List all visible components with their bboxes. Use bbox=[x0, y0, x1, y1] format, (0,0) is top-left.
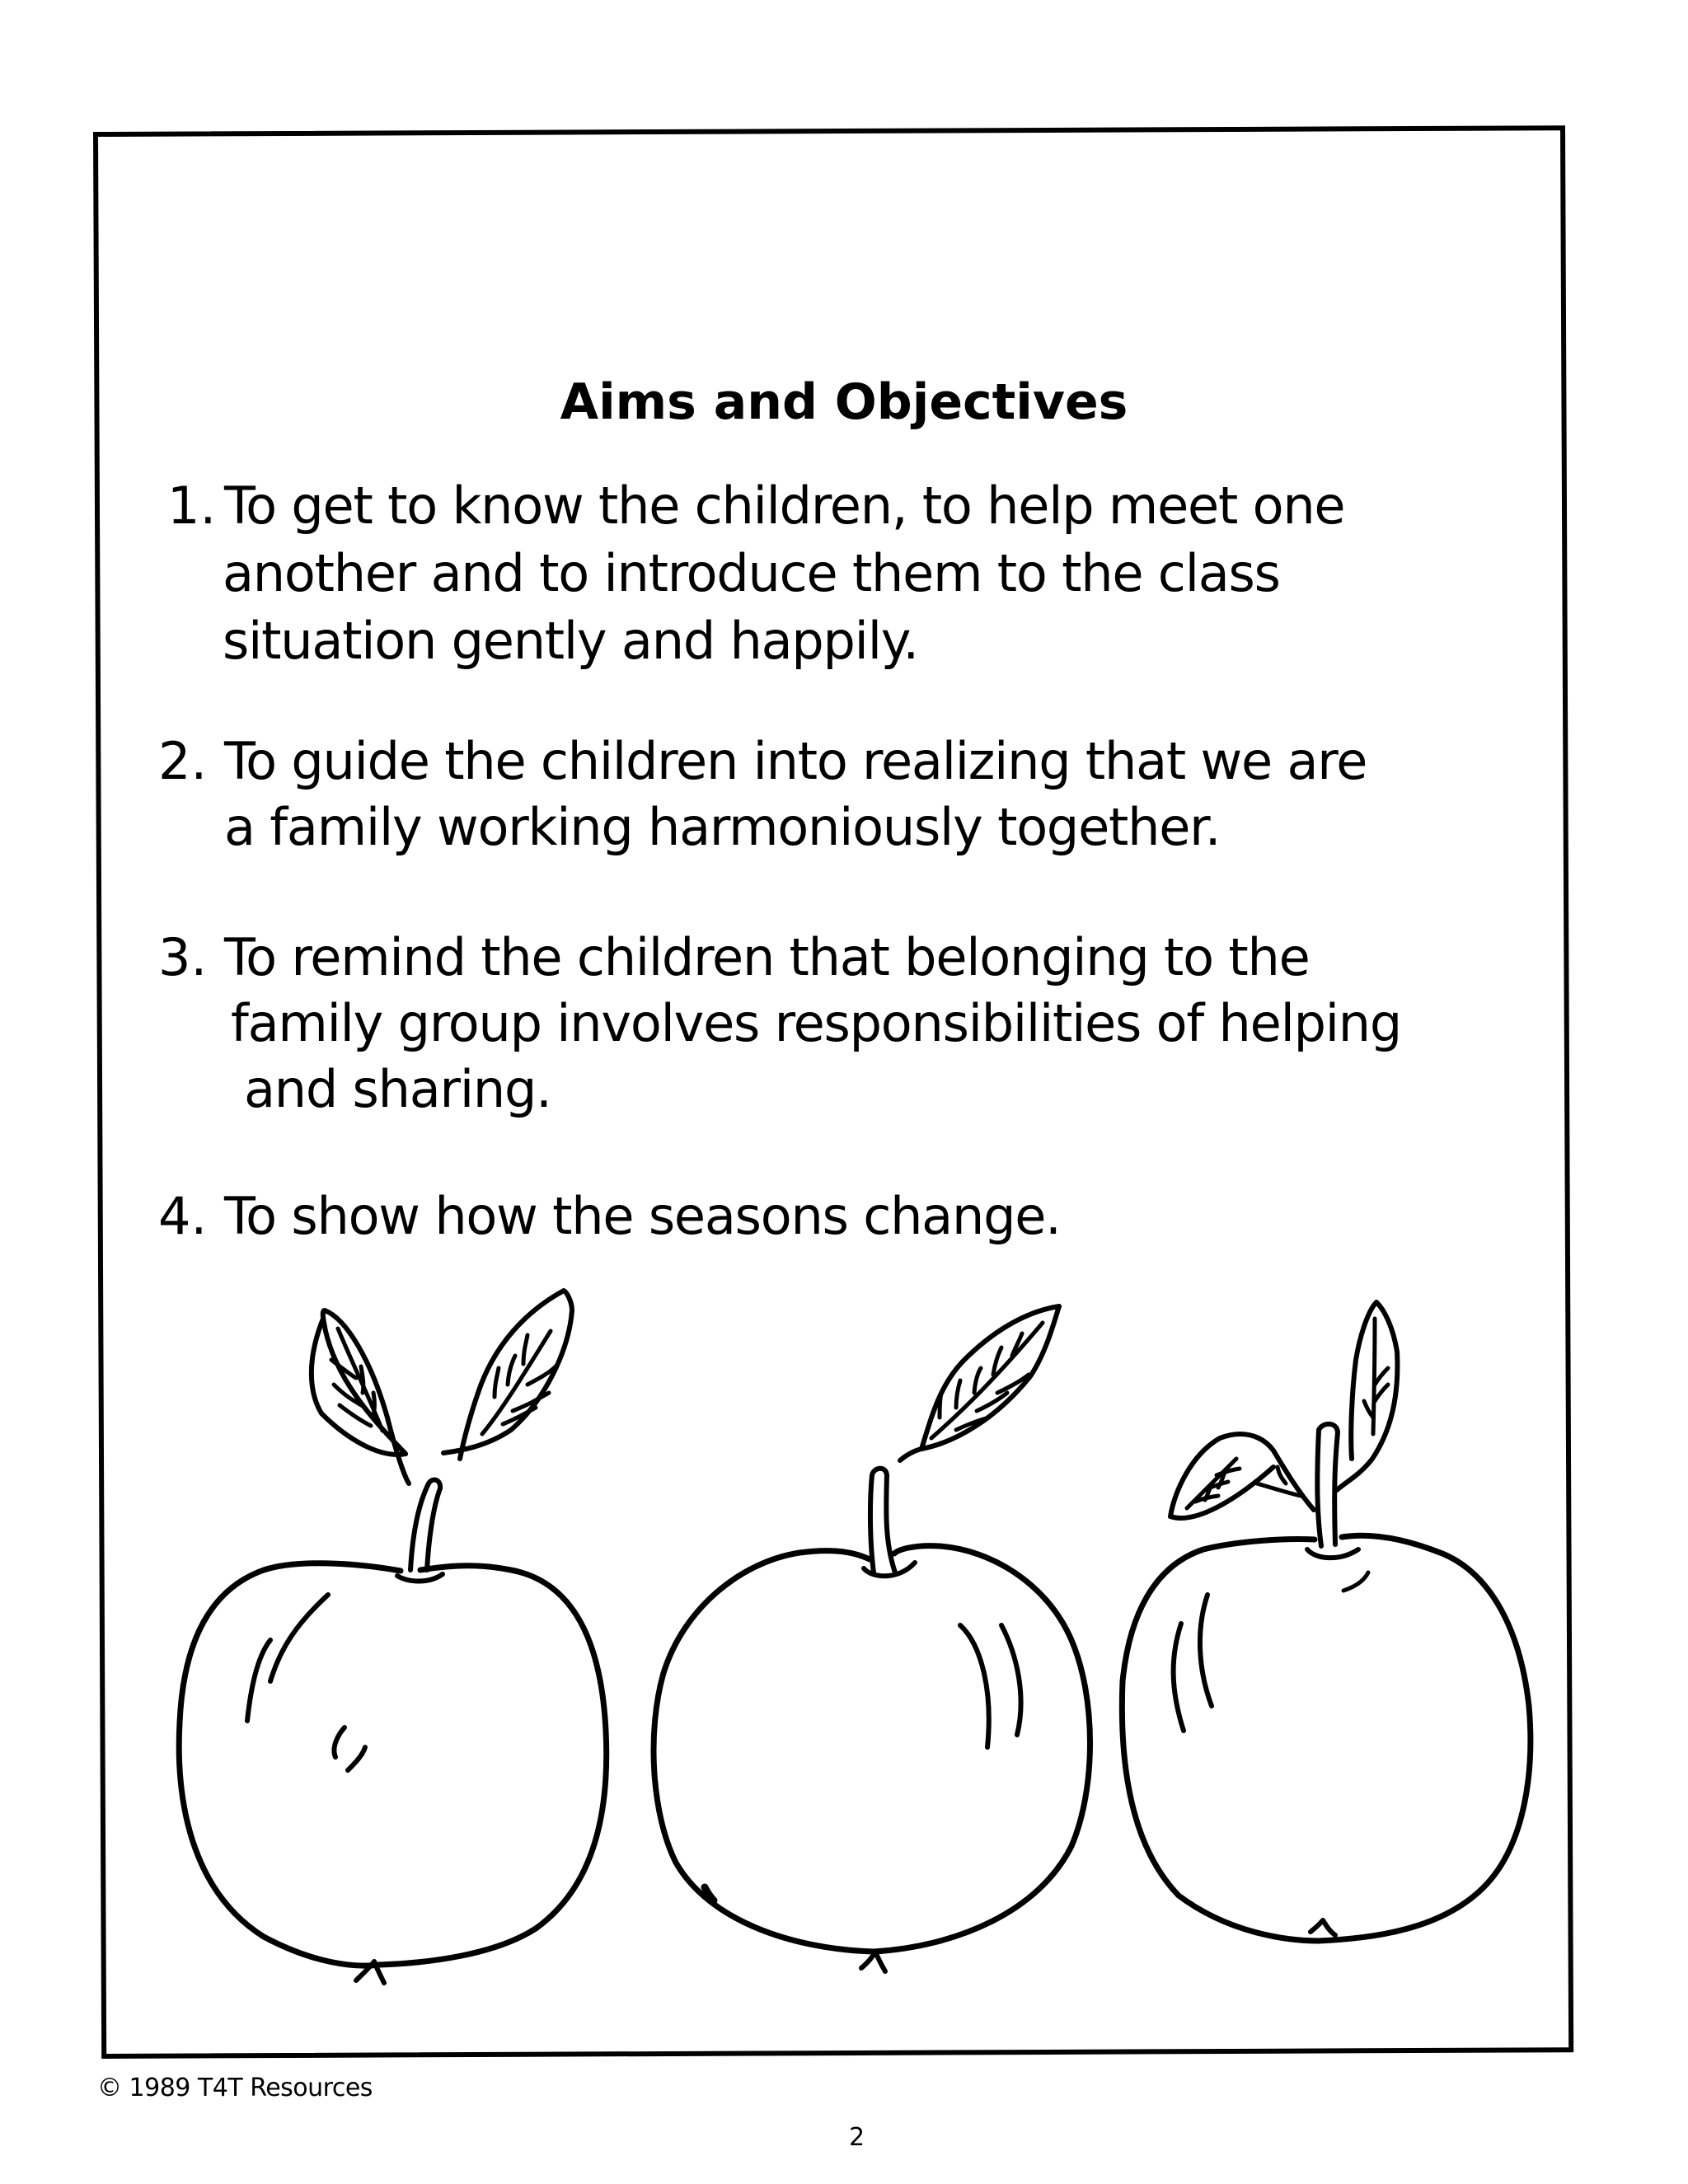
apple-icon-3 bbox=[1122, 1302, 1530, 1941]
objective-number: 2. bbox=[158, 731, 208, 791]
objective-line: To show how the seasons change. bbox=[224, 1186, 1061, 1246]
objective-line: To guide the children into realizing that we are bbox=[224, 731, 1367, 791]
objective-line: a family working harmoniously together. bbox=[224, 797, 1221, 857]
page-number: 2 bbox=[849, 2123, 865, 2152]
objective-number: 3. bbox=[158, 927, 208, 987]
objective-line: another and to introduce them to the class bbox=[223, 543, 1280, 603]
objective-line: To get to know the children, to help meet one bbox=[224, 476, 1345, 536]
objective-line: situation gently and happily. bbox=[223, 611, 918, 671]
page-title: Aims and Objectives bbox=[560, 373, 1128, 432]
objective-line: and sharing. bbox=[244, 1059, 551, 1119]
objective-line: To remind the children that belonging to the bbox=[224, 927, 1310, 987]
objective-number: 4. bbox=[158, 1186, 208, 1246]
apple-icon-1 bbox=[179, 1291, 607, 1983]
apple-icon-2 bbox=[654, 1306, 1090, 1971]
copyright-notice: © 1989 T4T Resources bbox=[97, 2074, 373, 2102]
objective-number: 1. bbox=[167, 476, 217, 536]
objective-line: family group involves responsibilities of helping bbox=[231, 993, 1402, 1053]
